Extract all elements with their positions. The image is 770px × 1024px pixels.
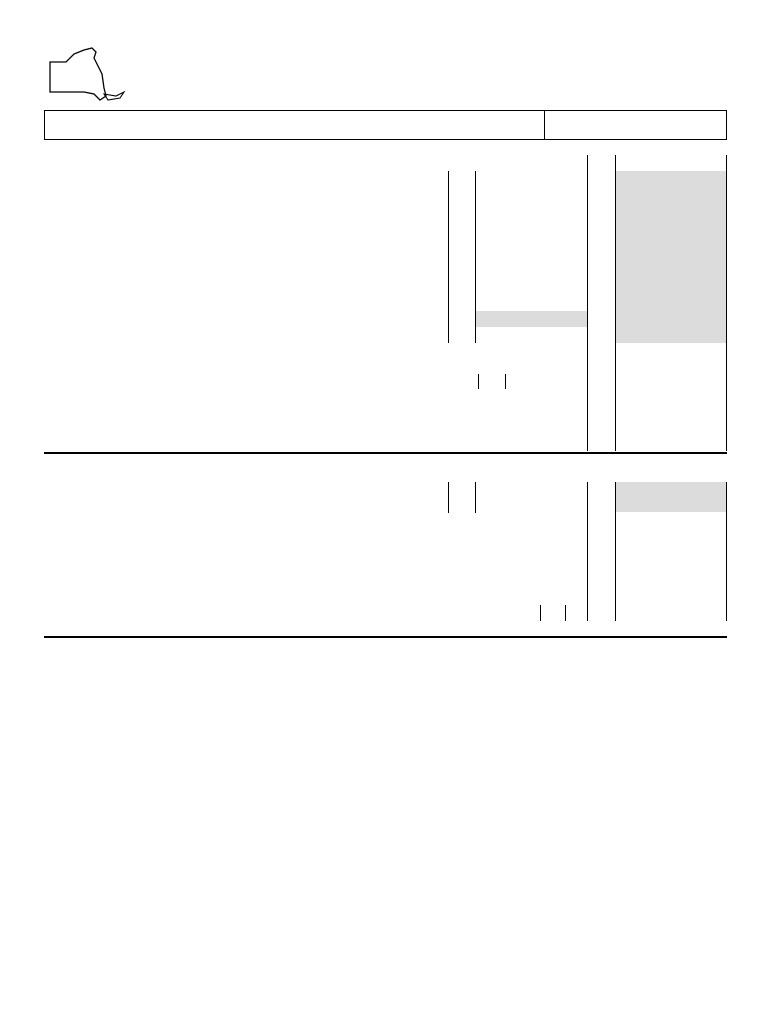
new-york-map-icon <box>44 44 164 110</box>
id-number-input[interactable] <box>546 121 724 138</box>
part2-intro <box>46 454 726 466</box>
barcode <box>44 955 194 975</box>
names-input[interactable] <box>46 121 542 138</box>
barcode-icon <box>44 955 194 975</box>
nys-logo <box>44 44 164 110</box>
